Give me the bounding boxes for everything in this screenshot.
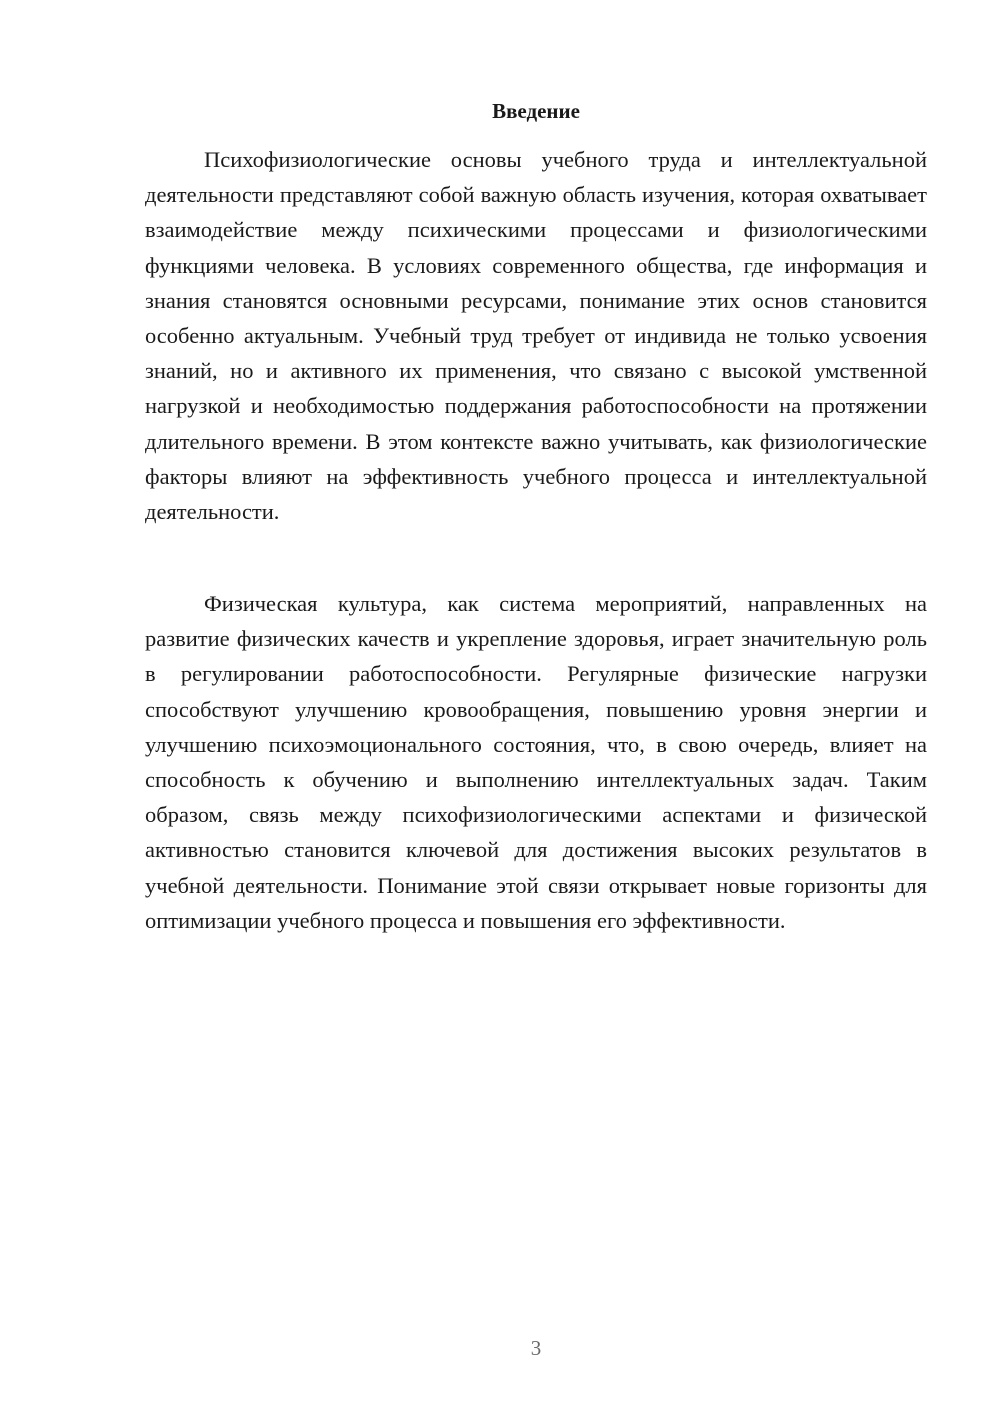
paragraph-1: Психофизиологические основы учебного труда и интеллектуальной деятельности представляют собой важную область изучения, которая охватывает взаимодействие между психическими процессами и физиологическими функциями человека. В условиях современного общества, где информация и знания становятся основными ресурсами, понимание этих основ становится особенно актуальным. Учебный труд требует от индивида не только усвоения знаний, но и активного их применения, что связано с высокой умственной нагрузкой и необходимостью поддержания работоспособности на протяжении длительного времени. В этом контексте важно учитывать, как физиологические факторы влияют на эффективность учебного процесса и интеллектуальной деятельности.	[145, 147, 927, 525]
paragraph-2: Физическая культура, как система мероприятий, направленных на развитие физических качеств и укрепление здоровья, играет значительную роль в регулировании работоспособности. Регулярные физические нагрузки способствуют улучшению кровообращения, повышению уровня энергии и улучшению психоэмоционального состояния, что, в свою очередь, влияет на способность к обучению и выполнению интеллектуальных задач. Таким образом, связь между психофизиологическими аспектами и физической активностью становится ключевой для достижения высоких результатов в учебной деятельности. Понимание этой связи открывает новые горизонты для оптимизации учебного процесса и повышения его эффективности.	[145, 591, 927, 933]
section-heading: Введение	[492, 99, 580, 123]
paragraph-1-container	[145, 142, 927, 529]
page-number: 3	[530, 1336, 542, 1360]
paragraph-2-container	[145, 586, 927, 938]
